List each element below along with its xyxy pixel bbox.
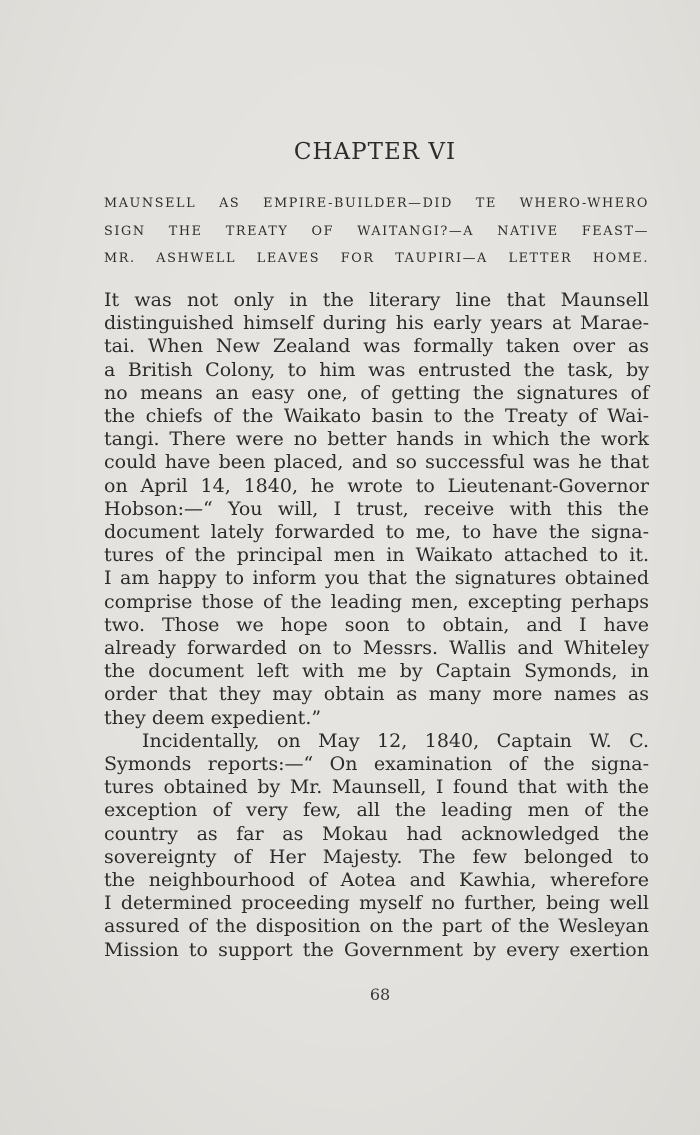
summary-line: MR. ASHWELL LEAVES FOR TAUPIRI—A LETTER HOME. [104,251,649,266]
text-line: Incidentally, on May 12, 1840, Captain W. C. [142,729,649,752]
text-line: already forwarded on to Messrs. Wallis and Whiteley [104,637,649,660]
text-line: I am happy to inform you that the signatures obtained [104,567,649,590]
text-line: order that they may obtain as many more names as [104,683,649,706]
body-text [104,289,649,962]
text-line: exception of very few, all the leading men of the [104,799,649,822]
text-line: It was not only in the literary line that Maunsell [104,289,649,311]
text-line: the document left with me by Captain Symonds, in [104,660,649,683]
text-line: a British Colony, to him was entrusted the task, by [104,358,649,381]
text-line: could have been placed, and so successful was he that [104,451,649,474]
text-line: Symonds reports:—“ On examination of the signa- [104,753,649,776]
text-line: tures obtained by Mr. Maunsell, I found that with the [104,776,649,799]
text-line: two. Those we hope soon to obtain, and I have [104,613,649,636]
text-line: the chiefs of the Waikato basin to the Treaty of Wai- [104,405,649,428]
text-line: no means an easy one, of getting the signatures of [104,381,649,404]
chapter-title: CHAPTER VI [293,139,457,165]
text-line: document lately forwarded to me, to have the signa- [104,521,649,544]
text-line: comprise those of the leading men, excepting perhaps [104,590,649,613]
text-line: tai. When New Zealand was formally taken over as [104,335,649,358]
summary-line: MAUNSELL AS EMPIRE-BUILDER—DID TE WHERO-WHERO [104,196,649,211]
text-line: they deem expedient.” [104,706,322,729]
text-line: on April 14, 1840, he wrote to Lieutenant-Governor [104,474,649,497]
text-line: tangi. There were no better hands in which the work [104,428,649,451]
text-line: I determined proceeding myself no further, being well [104,892,649,915]
text-line: sovereignty of Her Majesty. The few belonged to [104,845,649,868]
chapter-summary [104,190,649,273]
page-number: 68 [369,985,391,1004]
text-line: country as far as Mokau had acknowledged the [104,822,649,845]
text-line: assured of the disposition on the part of the Wesleyan [104,915,649,938]
text-line: the neighbourhood of Aotea and Kawhia, wherefore [104,869,649,892]
text-line: Mission to support the Government by every exertion [104,938,649,961]
summary-line: SIGN THE TREATY OF WAITANGI?—A NATIVE FEAST— [104,223,649,239]
text-line: tures of the principal men in Waikato attached to it. [104,544,649,567]
text-line: distinguished himself during his early years at Marae- [104,312,649,335]
text-line: Hobson:—“ You will, I trust, receive with this the [104,497,649,520]
